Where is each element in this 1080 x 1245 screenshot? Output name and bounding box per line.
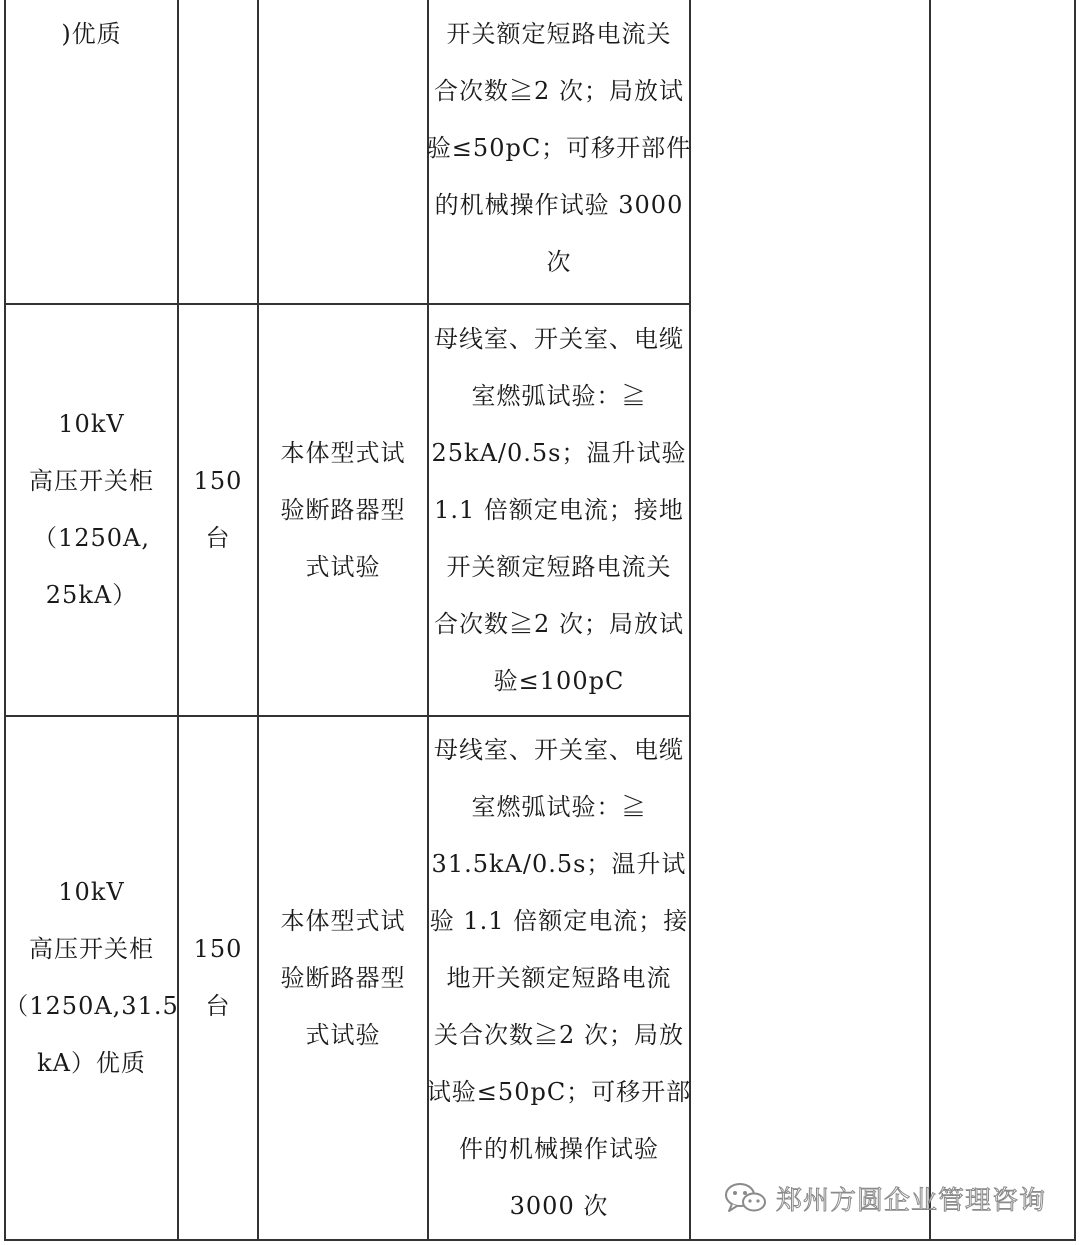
watermark-text: 郑州方圆企业管理咨询 (776, 1185, 1047, 1216)
requirement-text: 地开关额定短路电流 (446, 963, 672, 992)
requirement-text: 的机械操作试验 3000 (434, 191, 684, 219)
quantity-text: 150 (193, 467, 243, 495)
table-row-2-requirements (429, 305, 689, 715)
table-row-3-product (6, 717, 177, 1239)
table-row-3-quantity (179, 717, 257, 1239)
requirement-text: 验≤100pC (493, 666, 625, 695)
requirement-text: 室燃弧试验：≧ (471, 381, 647, 410)
requirement-text: 次 (546, 248, 572, 276)
requirement-text: 母线室、开关室、电缆 (434, 735, 684, 764)
table-row-2-product (6, 305, 177, 715)
table-right-border (1074, 0, 1076, 1241)
requirement-text: 合次数≧2 次；局放试 (434, 609, 684, 638)
watermark (724, 1176, 1046, 1220)
test-item-text: 式试验 (305, 552, 381, 581)
requirement-text: 3000 次 (509, 1191, 609, 1220)
table-row-1-product (6, 6, 177, 303)
wechat-icon (724, 1180, 768, 1216)
quantity-text: 台 (205, 524, 231, 552)
table-row-3-requirements (426, 717, 692, 1239)
test-item-text: 本体型式试 (280, 438, 406, 467)
product-text: 10kV (58, 410, 125, 438)
product-text: 25kA） (45, 581, 138, 609)
requirement-text: 室燃弧试验：≧ (471, 792, 647, 821)
product-text: 高压开关柜 (29, 467, 154, 495)
product-text: kA）优质 (37, 1049, 146, 1077)
requirement-text: 关合次数≧2 次；局放 (434, 1020, 684, 1049)
table-row-2-test-items (259, 305, 427, 715)
table-row-1-requirements (426, 6, 692, 291)
requirement-text: 验 1.1 倍额定电流；接 (429, 906, 689, 935)
quantity-text: 150 (193, 935, 243, 963)
test-item-text: 本体型式试 (280, 906, 406, 935)
requirement-text: 25kA/0.5s；温升试验 (431, 438, 687, 467)
table-bottom-border (4, 1239, 1076, 1241)
requirement-text: 开关额定短路电流关 (446, 552, 672, 581)
product-text: 10kV (58, 878, 125, 906)
requirement-text: 试验≤50pC；可移开部 (426, 1077, 692, 1106)
column-divider (929, 0, 931, 1241)
product-text: （1250A,31.5 (4, 992, 179, 1020)
test-item-text: 验断路器型 (280, 495, 406, 524)
requirement-text: 1.1 倍额定电流；接地 (434, 495, 684, 524)
requirement-text: 开关额定短路电流关 (446, 20, 672, 48)
requirement-text: 31.5kA/0.5s；温升试 (431, 849, 687, 878)
requirement-text: 合次数≧2 次；局放试 (434, 77, 684, 105)
product-text: （1250A, (32, 524, 151, 552)
table-row-2-quantity (179, 305, 257, 715)
product-text: 高压开关柜 (29, 935, 154, 963)
product-text: )优质 (61, 20, 122, 48)
table-row-3-test-items (259, 717, 427, 1239)
column-divider (689, 0, 691, 1241)
test-item-text: 式试验 (305, 1020, 381, 1049)
test-item-text: 验断路器型 (280, 963, 406, 992)
requirement-text: 验≤50pC；可移开部件 (426, 134, 692, 162)
requirement-text: 件的机械操作试验 (459, 1134, 659, 1163)
quantity-text: 台 (205, 992, 231, 1020)
requirement-text: 母线室、开关室、电缆 (434, 324, 684, 353)
